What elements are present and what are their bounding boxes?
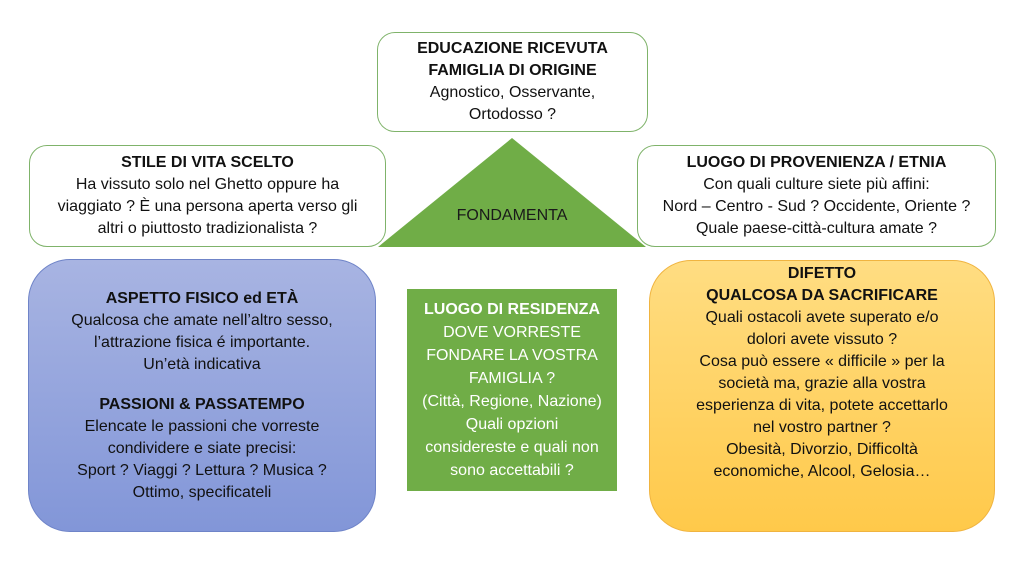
foundation-triangle-shape xyxy=(378,138,646,247)
residence-line-6: considereste e quali non xyxy=(425,439,599,456)
lifestyle-title: STILE DI VITA SCELTO xyxy=(121,154,294,171)
flaw-line-8: economiche, Alcool, Gelosia… xyxy=(713,463,931,480)
origin-box xyxy=(637,145,996,247)
education-text-1: Agnostico, Osservante, xyxy=(429,84,596,101)
foundation-label: FONDAMENTA xyxy=(456,207,568,224)
flaw-line-6: nel vostro partner ? xyxy=(753,419,891,436)
passions-line-3: Sport ? Viaggi ? Lettura ? Musica ? xyxy=(77,461,327,479)
appearance-title: ASPETTO FISICO ed ETÀ xyxy=(105,289,299,307)
flaw-line-5: esperienza di vita, potete accettarlo xyxy=(696,397,948,414)
appearance-line-3: Un’età indicativa xyxy=(143,355,261,373)
appearance-line-2: l’attrazione fisica é importante. xyxy=(93,333,311,351)
passions-line-4: Ottimo, specificateli xyxy=(132,483,272,501)
lifestyle-line-2: viaggiato ? È una persona aperta verso gli xyxy=(57,198,358,215)
education-text-2: Ortodosso ? xyxy=(468,106,557,123)
education-box xyxy=(377,32,648,132)
residence-line-3: FAMIGLIA ? xyxy=(468,370,556,387)
flaw-line-1: Quali ostacoli avete superato e/o xyxy=(705,309,939,326)
flaw-title-2: QUALCOSA DA SACRIFICARE xyxy=(706,287,938,304)
lifestyle-box xyxy=(29,145,386,247)
origin-line-1: Con quali culture siete più affini: xyxy=(703,176,930,193)
appearance-passions-box xyxy=(28,259,376,532)
passions-line-1: Elencate le passioni che vorreste xyxy=(84,417,320,435)
flaw-line-2: dolori avete vissuto ? xyxy=(746,331,898,348)
lifestyle-line-1: Ha vissuto solo nel Ghetto oppure ha xyxy=(75,176,340,193)
residence-line-4: (Città, Regione, Nazione) xyxy=(422,393,602,410)
residence-title: LUOGO DI RESIDENZA xyxy=(423,301,600,318)
origin-line-3: Quale paese-città-cultura amate ? xyxy=(695,220,937,237)
flaw-line-4: società ma, grazie alla vostra xyxy=(718,375,926,392)
flaw-line-3: Cosa può essere « difficile » per la xyxy=(699,353,945,370)
education-title-2: FAMIGLIA DI ORIGINE xyxy=(428,62,597,79)
spacer xyxy=(29,376,375,394)
residence-line-5: Quali opzioni xyxy=(465,416,559,433)
residence-line-1: DOVE VORRESTE xyxy=(443,324,581,341)
flaw-box xyxy=(649,260,995,532)
residence-box xyxy=(407,289,617,491)
residence-line-2: FONDARE LA VOSTRA xyxy=(426,347,598,364)
flaw-title-1: DIFETTO xyxy=(787,265,857,282)
flaw-line-7: Obesità, Divorzio, Difficoltà xyxy=(726,441,918,458)
origin-title: LUOGO DI PROVENIENZA / ETNIA xyxy=(686,154,947,171)
lifestyle-line-3: altri o piuttosto tradizionalista ? xyxy=(97,220,318,237)
appearance-line-1: Qualcosa che amate nell’altro sesso, xyxy=(71,311,333,329)
education-title-1: EDUCAZIONE RICEVUTA xyxy=(417,40,608,57)
origin-line-2: Nord – Centro - Sud ? Occidente, Oriente ? xyxy=(662,198,971,215)
passions-title: PASSIONI & PASSATEMPO xyxy=(99,395,305,413)
residence-line-7: sono accettabili ? xyxy=(450,462,574,479)
passions-line-2: condividere e siate precisi: xyxy=(107,439,297,457)
